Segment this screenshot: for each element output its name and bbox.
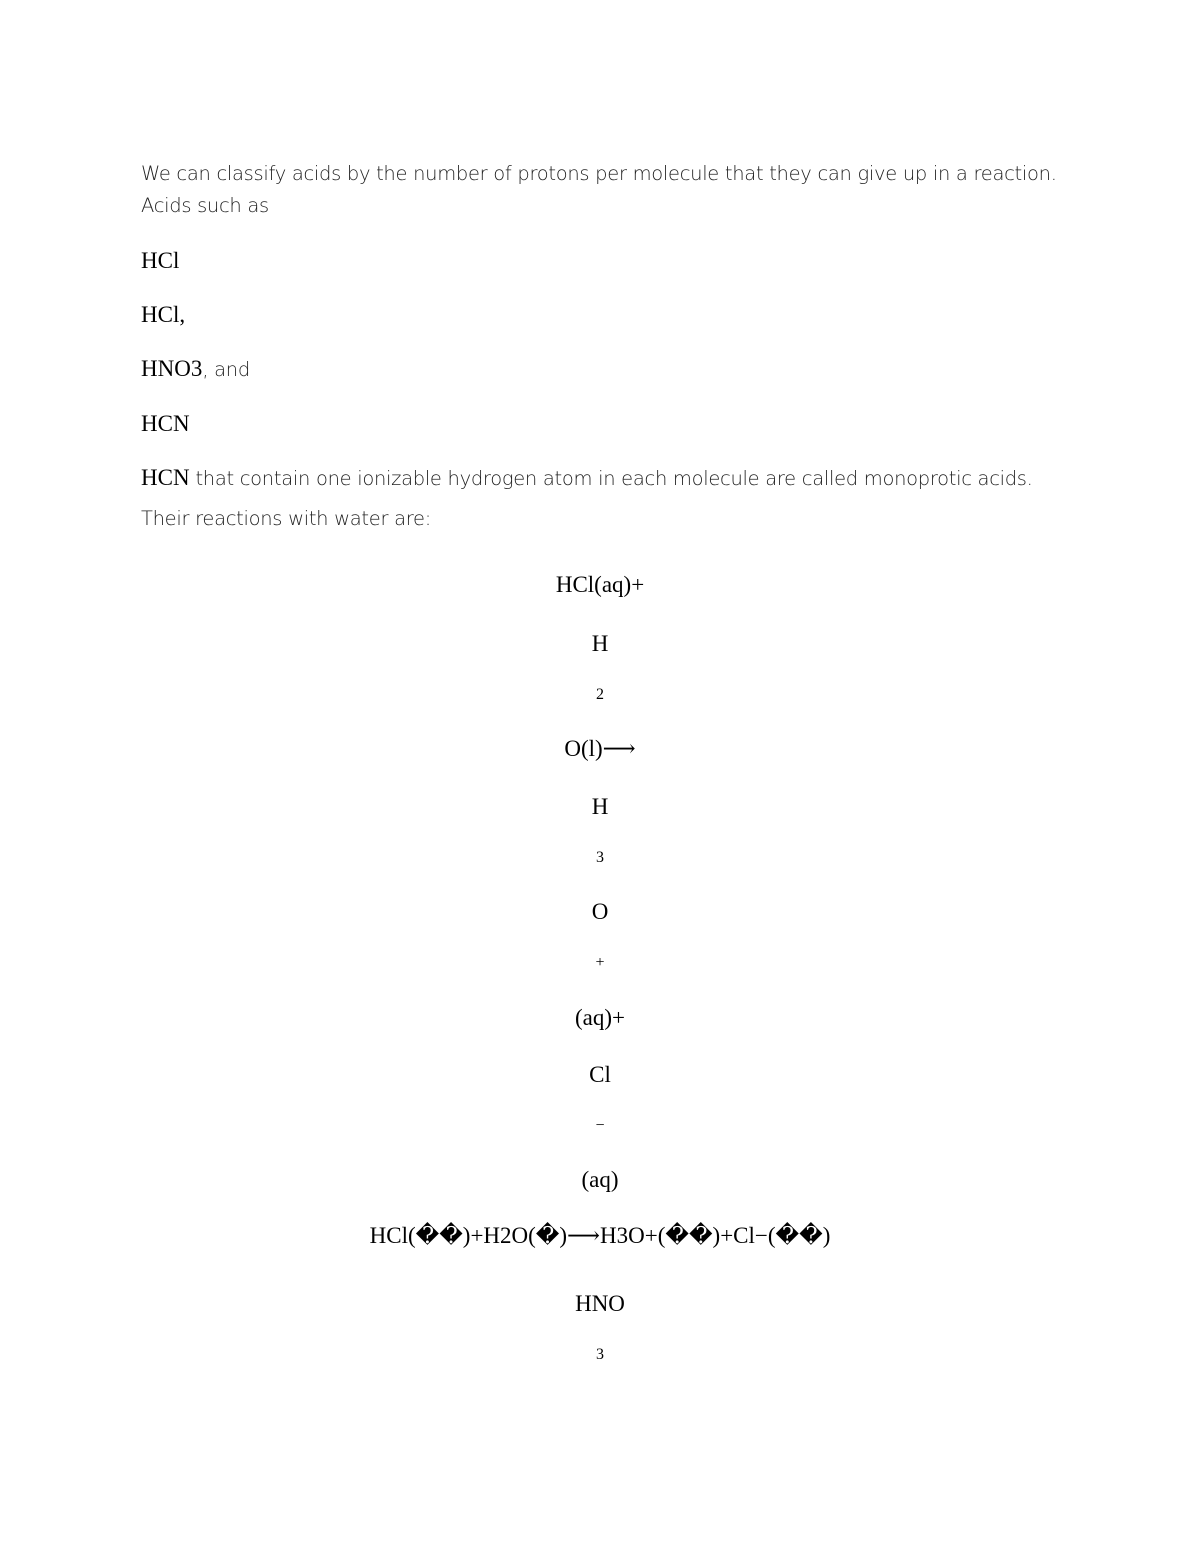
- hno3-fragment-subscript-3: 3: [596, 1346, 604, 1363]
- eq-fragment-minus-superscript: −: [595, 1117, 605, 1134]
- eq-fragment-aq-plus: (aq)+: [575, 1005, 625, 1030]
- acid-hcl-comma: HCl,: [141, 302, 186, 327]
- eq-fragment-o: O: [591, 899, 609, 924]
- eq-fragment-o-l-arrow: O(l)⟶: [564, 736, 636, 761]
- eq-fragment-subscript-2: 2: [596, 686, 604, 703]
- eq-fragment-h-2: H: [591, 794, 609, 819]
- eq-fragment-cl: Cl: [589, 1062, 611, 1087]
- eq-fragment-subscript-3: 3: [596, 849, 604, 866]
- hno3-fragment-hno: HNO: [575, 1291, 625, 1316]
- eq-fragment-plus-superscript: +: [595, 954, 605, 971]
- acid-hno3-line: [141, 357, 250, 380]
- intro-line-1: We can classify acids by the number of protons per molecule that they can give up in a reaction.: [141, 162, 1057, 185]
- eq-fragment-h: H: [591, 631, 609, 656]
- monoprotic-text: that contain one ionizable hydrogen atom in each molecule are called monoprotic acids.: [189, 467, 1033, 490]
- monoprotic-formula: HCN: [141, 465, 190, 490]
- intro-line-2: Acids such as: [141, 194, 269, 217]
- eq-fragment-hcl-aq: HCl(aq)+: [555, 572, 645, 597]
- acid-hcn: HCN: [141, 411, 190, 436]
- acid-hno3-suffix: , and: [202, 358, 250, 381]
- reactions-intro: Their reactions with water are:: [141, 507, 431, 530]
- monoprotic-line: [141, 466, 1033, 489]
- eq-fragment-aq: (aq): [581, 1167, 619, 1192]
- acid-hcl: HCl: [141, 248, 180, 273]
- equation-full: HCl(��)+H2O(�)⟶H3O+(��)+Cl−(��): [369, 1223, 831, 1248]
- acid-hno3: HNO3: [141, 356, 203, 381]
